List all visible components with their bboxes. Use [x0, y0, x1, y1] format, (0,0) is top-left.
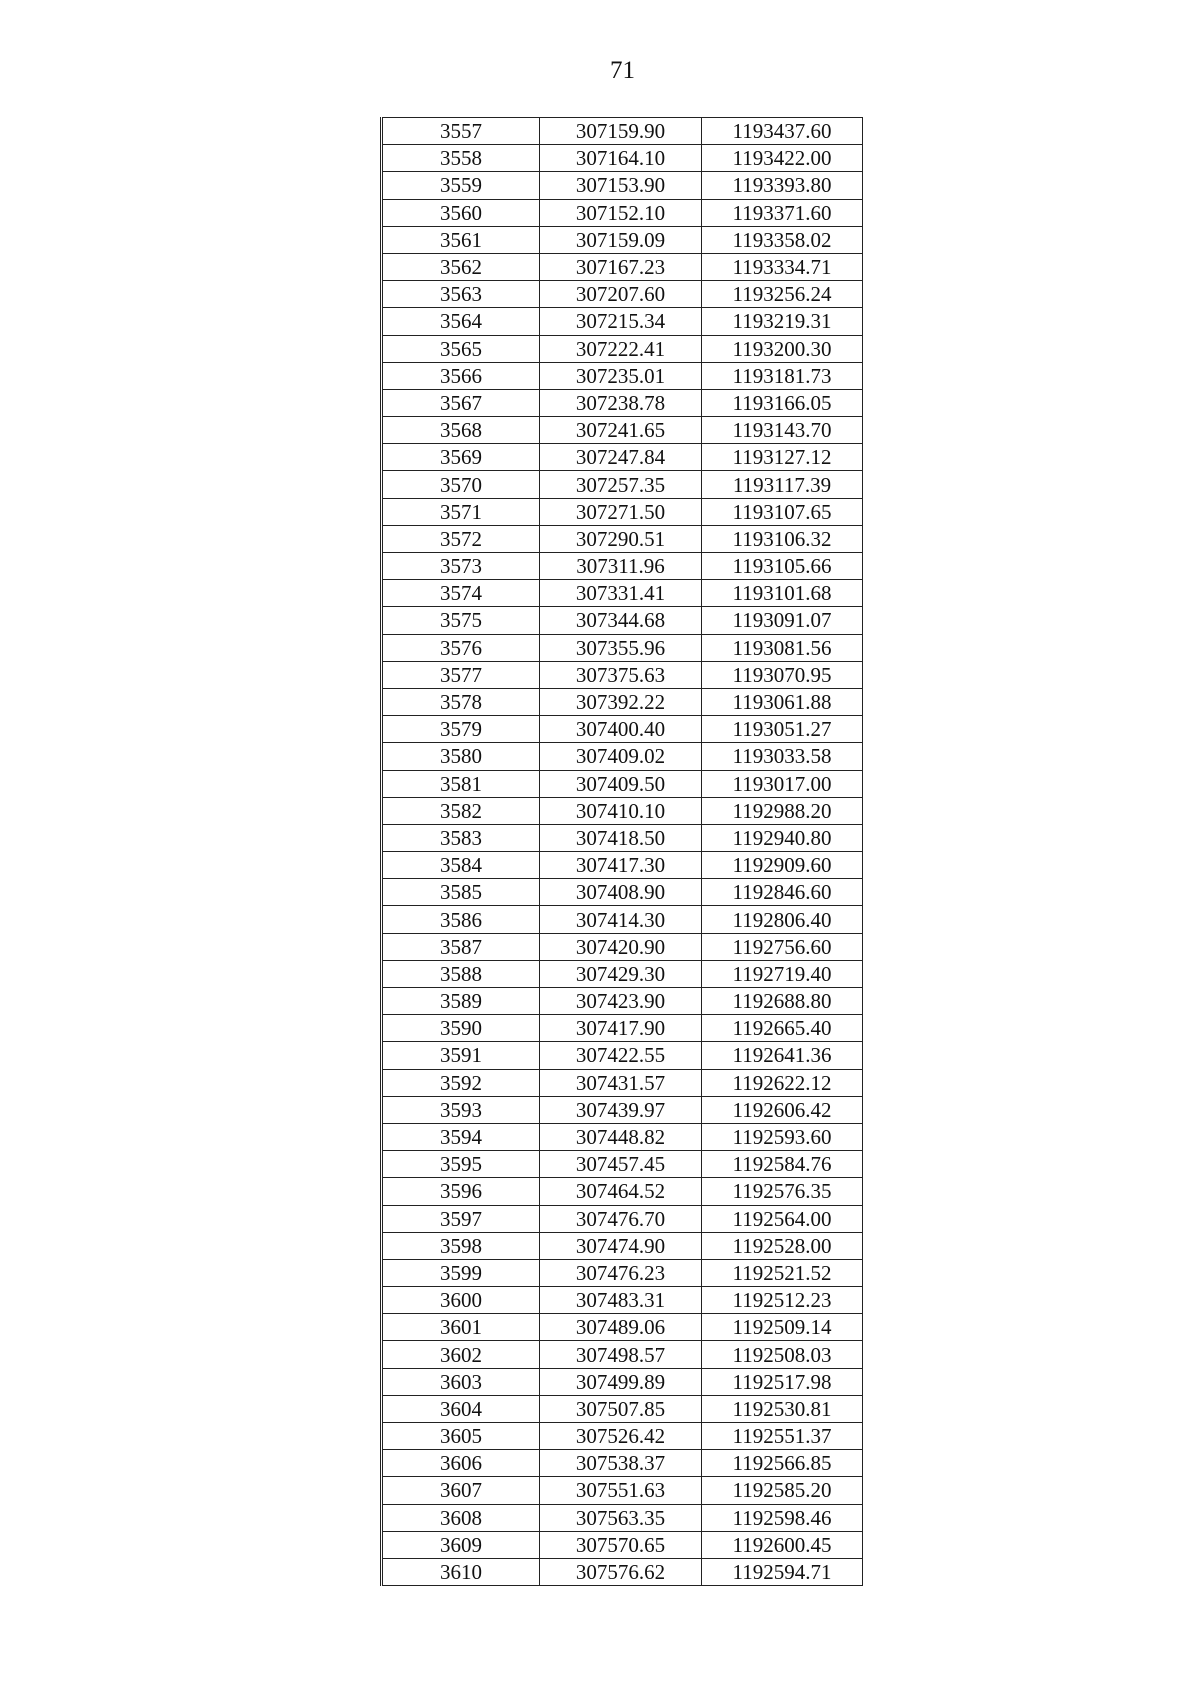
y-coordinate-cell: 1192593.60 — [702, 1123, 863, 1150]
x-coordinate-cell: 307476.70 — [540, 1205, 702, 1232]
table-row — [382, 362, 863, 389]
y-coordinate-cell: 1192940.80 — [702, 824, 863, 851]
y-coordinate-cell: 1193091.07 — [702, 607, 863, 634]
point-number-cell: 3593 — [382, 1096, 540, 1123]
point-number-cell: 3606 — [382, 1450, 540, 1477]
point-number-cell: 3574 — [382, 580, 540, 607]
table-row — [382, 553, 863, 580]
x-coordinate-cell: 307476.23 — [540, 1259, 702, 1286]
table-row — [382, 879, 863, 906]
point-number-cell: 3572 — [382, 525, 540, 552]
table-row — [382, 1178, 863, 1205]
point-number-cell: 3580 — [382, 743, 540, 770]
y-coordinate-cell: 1192988.20 — [702, 797, 863, 824]
x-coordinate-cell: 307164.10 — [540, 145, 702, 172]
x-coordinate-cell: 307551.63 — [540, 1477, 702, 1504]
point-number-cell: 3560 — [382, 199, 540, 226]
table-row — [382, 933, 863, 960]
y-coordinate-cell: 1193422.00 — [702, 145, 863, 172]
table-row — [382, 580, 863, 607]
x-coordinate-cell: 307526.42 — [540, 1423, 702, 1450]
x-coordinate-cell: 307423.90 — [540, 988, 702, 1015]
x-coordinate-cell: 307414.30 — [540, 906, 702, 933]
y-coordinate-cell: 1192509.14 — [702, 1314, 863, 1341]
y-coordinate-cell: 1193081.56 — [702, 634, 863, 661]
y-coordinate-cell: 1192688.80 — [702, 988, 863, 1015]
x-coordinate-cell: 307257.35 — [540, 471, 702, 498]
point-number-cell: 3582 — [382, 797, 540, 824]
y-coordinate-cell: 1193033.58 — [702, 743, 863, 770]
table-row — [382, 417, 863, 444]
point-number-cell: 3567 — [382, 389, 540, 416]
table-row — [382, 1096, 863, 1123]
y-coordinate-cell: 1192665.40 — [702, 1015, 863, 1042]
y-coordinate-cell: 1193371.60 — [702, 199, 863, 226]
y-coordinate-cell: 1192606.42 — [702, 1096, 863, 1123]
table-row — [382, 1504, 863, 1531]
x-coordinate-cell: 307563.35 — [540, 1504, 702, 1531]
x-coordinate-cell: 307507.85 — [540, 1395, 702, 1422]
point-number-cell: 3601 — [382, 1314, 540, 1341]
y-coordinate-cell: 1193334.71 — [702, 253, 863, 280]
point-number-cell: 3557 — [382, 118, 540, 145]
coordinates-table — [380, 117, 863, 1586]
y-coordinate-cell: 1193437.60 — [702, 118, 863, 145]
table-row — [382, 607, 863, 634]
point-number-cell: 3576 — [382, 634, 540, 661]
x-coordinate-cell: 307498.57 — [540, 1341, 702, 1368]
y-coordinate-cell: 1192551.37 — [702, 1423, 863, 1450]
table-row — [382, 1205, 863, 1232]
point-number-cell: 3564 — [382, 308, 540, 335]
table-row — [382, 1450, 863, 1477]
table-row — [382, 906, 863, 933]
x-coordinate-cell: 307311.96 — [540, 553, 702, 580]
point-number-cell: 3609 — [382, 1531, 540, 1558]
x-coordinate-cell: 307153.90 — [540, 172, 702, 199]
x-coordinate-cell: 307215.34 — [540, 308, 702, 335]
y-coordinate-cell: 1193393.80 — [702, 172, 863, 199]
y-coordinate-cell: 1193358.02 — [702, 226, 863, 253]
y-coordinate-cell: 1192517.98 — [702, 1368, 863, 1395]
table-row — [382, 498, 863, 525]
table-row — [382, 172, 863, 199]
y-coordinate-cell: 1192566.85 — [702, 1450, 863, 1477]
point-number-cell: 3561 — [382, 226, 540, 253]
x-coordinate-cell: 307570.65 — [540, 1531, 702, 1558]
table-row — [382, 335, 863, 362]
x-coordinate-cell: 307499.89 — [540, 1368, 702, 1395]
point-number-cell: 3585 — [382, 879, 540, 906]
x-coordinate-cell: 307241.65 — [540, 417, 702, 444]
y-coordinate-cell: 1192594.71 — [702, 1558, 863, 1585]
table-row — [382, 253, 863, 280]
table-row — [382, 716, 863, 743]
x-coordinate-cell: 307418.50 — [540, 824, 702, 851]
table-row — [382, 1151, 863, 1178]
point-number-cell: 3562 — [382, 253, 540, 280]
point-number-cell: 3589 — [382, 988, 540, 1015]
point-number-cell: 3604 — [382, 1395, 540, 1422]
point-number-cell: 3558 — [382, 145, 540, 172]
y-coordinate-cell: 1193117.39 — [702, 471, 863, 498]
y-coordinate-cell: 1192508.03 — [702, 1341, 863, 1368]
point-number-cell: 3592 — [382, 1069, 540, 1096]
table-row — [382, 308, 863, 335]
table-row — [382, 1395, 863, 1422]
y-coordinate-cell: 1193143.70 — [702, 417, 863, 444]
point-number-cell: 3575 — [382, 607, 540, 634]
x-coordinate-cell: 307483.31 — [540, 1287, 702, 1314]
x-coordinate-cell: 307417.30 — [540, 852, 702, 879]
point-number-cell: 3600 — [382, 1287, 540, 1314]
table-row — [382, 824, 863, 851]
x-coordinate-cell: 307417.90 — [540, 1015, 702, 1042]
x-coordinate-cell: 307409.02 — [540, 743, 702, 770]
y-coordinate-cell: 1192719.40 — [702, 960, 863, 987]
y-coordinate-cell: 1192598.46 — [702, 1504, 863, 1531]
table-row — [382, 1042, 863, 1069]
x-coordinate-cell: 307489.06 — [540, 1314, 702, 1341]
y-coordinate-cell: 1192641.36 — [702, 1042, 863, 1069]
point-number-cell: 3588 — [382, 960, 540, 987]
x-coordinate-cell: 307331.41 — [540, 580, 702, 607]
table-row — [382, 444, 863, 471]
table-row — [382, 389, 863, 416]
y-coordinate-cell: 1192530.81 — [702, 1395, 863, 1422]
point-number-cell: 3573 — [382, 553, 540, 580]
x-coordinate-cell: 307400.40 — [540, 716, 702, 743]
table-row — [382, 1423, 863, 1450]
x-coordinate-cell: 307576.62 — [540, 1558, 702, 1585]
point-number-cell: 3596 — [382, 1178, 540, 1205]
table-row — [382, 525, 863, 552]
table-row — [382, 281, 863, 308]
x-coordinate-cell: 307290.51 — [540, 525, 702, 552]
x-coordinate-cell: 307392.22 — [540, 688, 702, 715]
x-coordinate-cell: 307457.45 — [540, 1151, 702, 1178]
y-coordinate-cell: 1192584.76 — [702, 1151, 863, 1178]
point-number-cell: 3605 — [382, 1423, 540, 1450]
table-row — [382, 1287, 863, 1314]
table-row — [382, 199, 863, 226]
page-number: 71 — [610, 57, 635, 84]
y-coordinate-cell: 1193219.31 — [702, 308, 863, 335]
x-coordinate-cell: 307167.23 — [540, 253, 702, 280]
y-coordinate-cell: 1193107.65 — [702, 498, 863, 525]
x-coordinate-cell: 307159.90 — [540, 118, 702, 145]
y-coordinate-cell: 1192600.45 — [702, 1531, 863, 1558]
table-row — [382, 1341, 863, 1368]
point-number-cell: 3599 — [382, 1259, 540, 1286]
x-coordinate-cell: 307474.90 — [540, 1232, 702, 1259]
y-coordinate-cell: 1193101.68 — [702, 580, 863, 607]
point-number-cell: 3597 — [382, 1205, 540, 1232]
y-coordinate-cell: 1192806.40 — [702, 906, 863, 933]
point-number-cell: 3598 — [382, 1232, 540, 1259]
y-coordinate-cell: 1193070.95 — [702, 661, 863, 688]
y-coordinate-cell: 1193127.12 — [702, 444, 863, 471]
point-number-cell: 3610 — [382, 1558, 540, 1585]
point-number-cell: 3565 — [382, 335, 540, 362]
x-coordinate-cell: 307271.50 — [540, 498, 702, 525]
y-coordinate-cell: 1193051.27 — [702, 716, 863, 743]
point-number-cell: 3566 — [382, 362, 540, 389]
table-row — [382, 226, 863, 253]
table-row — [382, 1558, 863, 1585]
table-row — [382, 743, 863, 770]
point-number-cell: 3563 — [382, 281, 540, 308]
table-row — [382, 960, 863, 987]
y-coordinate-cell: 1192585.20 — [702, 1477, 863, 1504]
table-row — [382, 797, 863, 824]
x-coordinate-cell: 307344.68 — [540, 607, 702, 634]
table-row — [382, 1015, 863, 1042]
point-number-cell: 3571 — [382, 498, 540, 525]
y-coordinate-cell: 1192528.00 — [702, 1232, 863, 1259]
point-number-cell: 3584 — [382, 852, 540, 879]
y-coordinate-cell: 1193017.00 — [702, 770, 863, 797]
y-coordinate-cell: 1192512.23 — [702, 1287, 863, 1314]
table-row — [382, 634, 863, 661]
point-number-cell: 3594 — [382, 1123, 540, 1150]
point-number-cell: 3608 — [382, 1504, 540, 1531]
table-row — [382, 661, 863, 688]
point-number-cell: 3590 — [382, 1015, 540, 1042]
x-coordinate-cell: 307410.10 — [540, 797, 702, 824]
table-row — [382, 1069, 863, 1096]
y-coordinate-cell: 1193106.32 — [702, 525, 863, 552]
x-coordinate-cell: 307464.52 — [540, 1178, 702, 1205]
x-coordinate-cell: 307207.60 — [540, 281, 702, 308]
point-number-cell: 3591 — [382, 1042, 540, 1069]
coordinates-table-body — [382, 118, 863, 1586]
x-coordinate-cell: 307448.82 — [540, 1123, 702, 1150]
x-coordinate-cell: 307152.10 — [540, 199, 702, 226]
x-coordinate-cell: 307431.57 — [540, 1069, 702, 1096]
x-coordinate-cell: 307235.01 — [540, 362, 702, 389]
point-number-cell: 3602 — [382, 1341, 540, 1368]
table-row — [382, 1314, 863, 1341]
y-coordinate-cell: 1192909.60 — [702, 852, 863, 879]
x-coordinate-cell: 307247.84 — [540, 444, 702, 471]
y-coordinate-cell: 1193200.30 — [702, 335, 863, 362]
table-row — [382, 1531, 863, 1558]
point-number-cell: 3578 — [382, 688, 540, 715]
table-row — [382, 688, 863, 715]
y-coordinate-cell: 1193061.88 — [702, 688, 863, 715]
point-number-cell: 3603 — [382, 1368, 540, 1395]
table-row — [382, 145, 863, 172]
point-number-cell: 3569 — [382, 444, 540, 471]
point-number-cell: 3595 — [382, 1151, 540, 1178]
table-row — [382, 118, 863, 145]
y-coordinate-cell: 1192521.52 — [702, 1259, 863, 1286]
table-row — [382, 471, 863, 498]
point-number-cell: 3607 — [382, 1477, 540, 1504]
table-row — [382, 1232, 863, 1259]
y-coordinate-cell: 1192622.12 — [702, 1069, 863, 1096]
x-coordinate-cell: 307408.90 — [540, 879, 702, 906]
table-row — [382, 1259, 863, 1286]
x-coordinate-cell: 307238.78 — [540, 389, 702, 416]
x-coordinate-cell: 307538.37 — [540, 1450, 702, 1477]
x-coordinate-cell: 307159.09 — [540, 226, 702, 253]
x-coordinate-cell: 307355.96 — [540, 634, 702, 661]
y-coordinate-cell: 1193256.24 — [702, 281, 863, 308]
point-number-cell: 3568 — [382, 417, 540, 444]
y-coordinate-cell: 1192756.60 — [702, 933, 863, 960]
x-coordinate-cell: 307439.97 — [540, 1096, 702, 1123]
y-coordinate-cell: 1192564.00 — [702, 1205, 863, 1232]
point-number-cell: 3583 — [382, 824, 540, 851]
table-row — [382, 770, 863, 797]
point-number-cell: 3570 — [382, 471, 540, 498]
y-coordinate-cell: 1192576.35 — [702, 1178, 863, 1205]
point-number-cell: 3581 — [382, 770, 540, 797]
point-number-cell: 3587 — [382, 933, 540, 960]
x-coordinate-cell: 307422.55 — [540, 1042, 702, 1069]
table-row — [382, 1368, 863, 1395]
y-coordinate-cell: 1193181.73 — [702, 362, 863, 389]
x-coordinate-cell: 307375.63 — [540, 661, 702, 688]
x-coordinate-cell: 307222.41 — [540, 335, 702, 362]
y-coordinate-cell: 1193105.66 — [702, 553, 863, 580]
x-coordinate-cell: 307409.50 — [540, 770, 702, 797]
point-number-cell: 3559 — [382, 172, 540, 199]
table-row — [382, 988, 863, 1015]
y-coordinate-cell: 1192846.60 — [702, 879, 863, 906]
table-row — [382, 1477, 863, 1504]
x-coordinate-cell: 307429.30 — [540, 960, 702, 987]
point-number-cell: 3577 — [382, 661, 540, 688]
x-coordinate-cell: 307420.90 — [540, 933, 702, 960]
table-row — [382, 852, 863, 879]
point-number-cell: 3586 — [382, 906, 540, 933]
point-number-cell: 3579 — [382, 716, 540, 743]
y-coordinate-cell: 1193166.05 — [702, 389, 863, 416]
table-row — [382, 1123, 863, 1150]
